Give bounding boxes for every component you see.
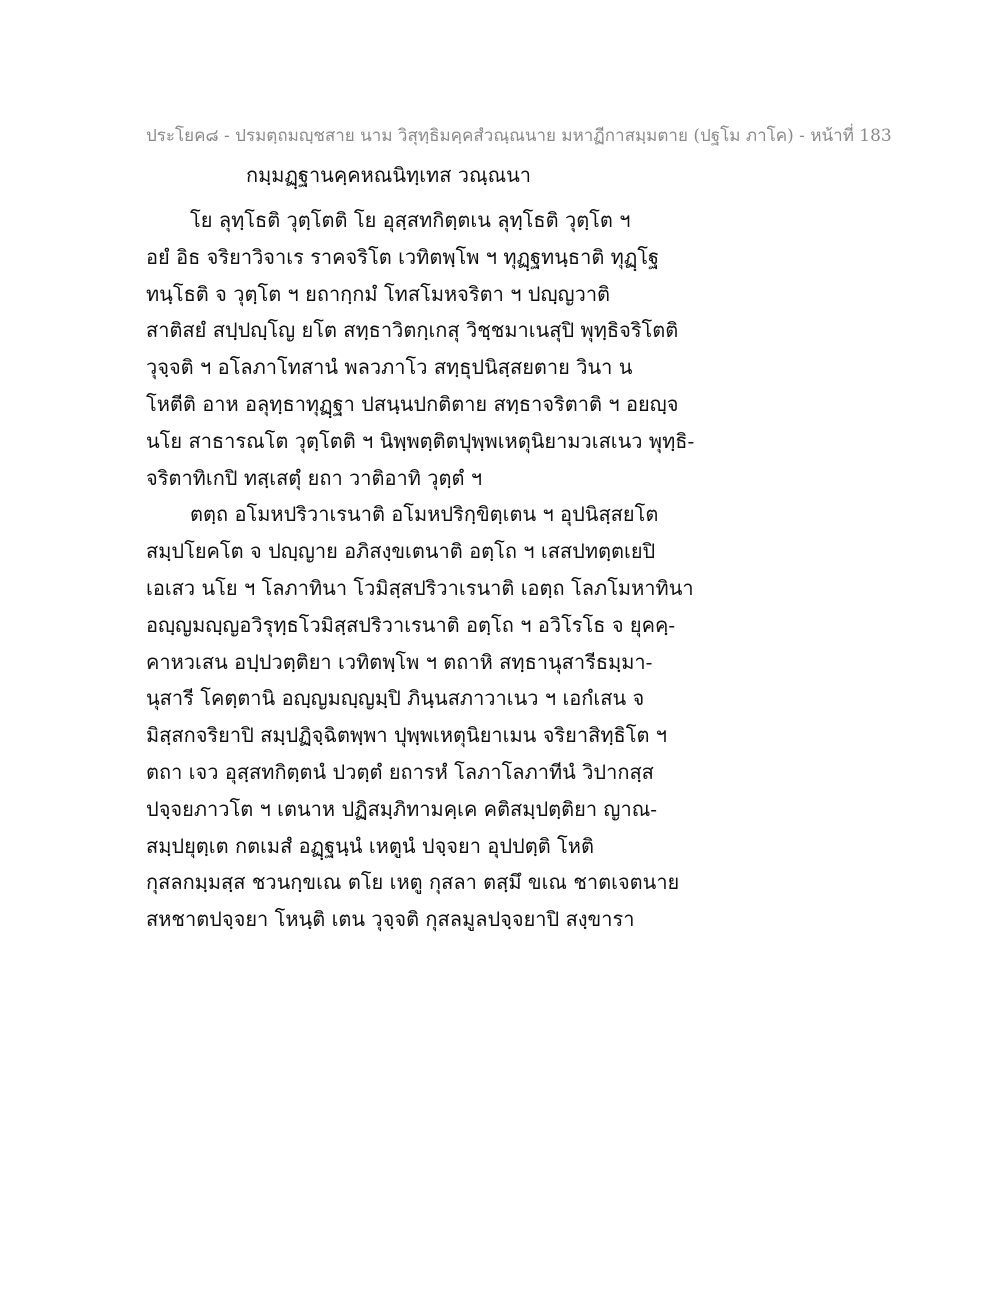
- paragraph-2: [146, 496, 706, 938]
- text-line: นโย สาธารณโต วุตฺโตติ ฯ นิพฺพตฺติตปุพฺพเหตุนิยามวเสเนว พุทฺธิ-: [146, 428, 695, 453]
- document-body: [146, 202, 706, 938]
- text-line: มิสฺสกจริยาปิ สมฺปฏิจฺฉิตพฺพา ปุพฺพเหตุนิยาเมน จริยาสิทฺธิโต ฯ: [146, 723, 668, 748]
- text-line: จริตาทิเกปิ ทสฺเสตุํ ยถา วาติอาทิ วุตฺตํ ฯ: [146, 465, 483, 490]
- section-title: กมฺมฏฺฐานคฺคหณนิทฺเทส วณฺณนา: [246, 163, 532, 187]
- text-line: สมฺปยุตฺเต กตเมสํ อฏฺฐนฺนํ เหตูนํ ปจฺจยา อุปปตฺติ โหติ: [146, 833, 594, 858]
- text-line: สมฺปโยคโต จ ปญฺญาย อภิสงฺขเตนาติ อตฺโถ ฯ เสสปทตฺตเยปิ: [146, 539, 656, 564]
- text-line: คาหวเสน อปฺปวตฺติยา เวทิตพฺโพ ฯ ตถาหิ สทฺธานุสารีธมฺมา-: [146, 649, 653, 674]
- text-line: สหชาตปจฺจยา โหนฺติ เตน วุจฺจติ กุสลมูลปจฺจยาปิ สงฺขารา: [146, 907, 635, 932]
- text-line: อยํ อิธ จริยาวิจาเร ราคจริโต เวทิตพฺโพ ฯ ทุฏฺฐทนฺธาติ ทุฏฺโฐ: [146, 244, 660, 269]
- text-line: สาติสยํ สปฺปญฺโญ ยโต สทฺธาวิตกฺเกสุ วิชฺชมาเนสุปิ พุทฺธิจริโตติ: [146, 318, 679, 343]
- text-line: โหตีติ อาห อลุทฺธาทุฏฺฐา ปสนฺนปกติตาย สทฺธาจริตาติ ฯ อยญฺจ: [146, 391, 679, 416]
- text-line: กุสลกมฺมสฺส ชวนกฺขเณ ตโย เหตู กุสลา ตสฺมึ ขเณ ชาตเจตนาย: [146, 870, 680, 895]
- text-line: ปจฺจยภาวโต ฯ เตนาห ปฏิสมฺภิทามคฺเค คติสมฺปตฺติยา ญาณ-: [146, 796, 658, 821]
- text-line: โย ลุทฺโธติ วุตฺโตติ โย อุสฺสทกิตฺตเน ลุทฺโธติ วุตฺโต ฯ: [190, 208, 631, 232]
- paragraph-1: [146, 202, 706, 496]
- text-line: วุจฺจติ ฯ อโลภาโทสานํ พลวภาโว สทฺธุปนิสฺสยตาย วินา น: [146, 355, 633, 380]
- text-line: เอเสว นโย ฯ โลภาทินา โวมิสฺสปริวาเรนาติ เอตฺถ โลภโมหาทินา: [146, 575, 694, 600]
- text-line: ทนฺโธติ จ วุตฺโต ฯ ยถากฺกมํ โทสโมหจริตา ฯ ปญฺญวาติ: [146, 281, 611, 306]
- text-line: ตตฺถ อโมหปริวาเรนาติ อโมหปริกฺขิตฺเตน ฯ อุปนิสฺสยโต: [190, 502, 659, 527]
- text-line: อญฺญมญฺญอวิรุทฺธโวมิสฺสปริวาเรนาติ อตฺโถ ฯ อวิโรโธ จ ยุคคฺ-: [146, 612, 676, 637]
- text-line: นุสารี โคตฺตานิ อญฺญมญฺญมฺปิ ภินฺนสภาวาเนว ฯ เอกํเสน จ: [146, 686, 645, 711]
- text-line: ตถา เจว อุสฺสทกิตฺตนํ ปวตฺตํ ยถารหํ โลภาโลภาทีนํ วิปากสฺส: [146, 759, 654, 784]
- page-header: ประโยค๘ - ปรมตฺถมญฺชสาย นาม วิสุทฺธิมคฺคสํวณฺณนาย มหาฏีกาสมฺมตาย (ปฐโม ภาโค) - หน้าที่ 183: [146, 126, 892, 146]
